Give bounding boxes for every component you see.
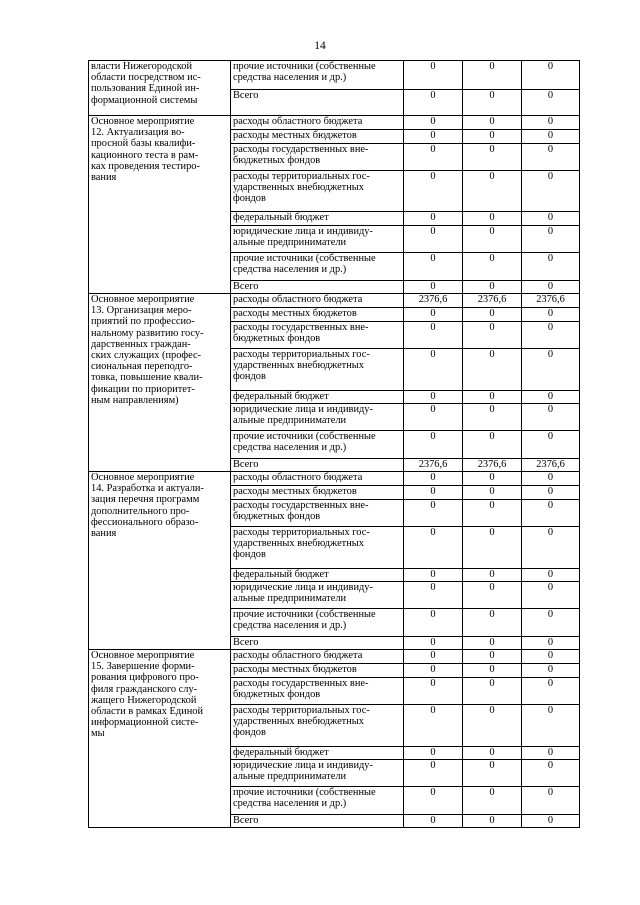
- value-cell: 0: [463, 760, 522, 787]
- value-cell: 2376,6: [522, 294, 580, 308]
- value-cell: 0: [463, 486, 522, 500]
- funding-source-cell: [231, 760, 404, 787]
- value-cell: 0: [463, 171, 522, 212]
- value-cell: 0: [463, 637, 522, 650]
- funding-source-label: расходы местных бюджетов: [233, 308, 357, 319]
- value-cell: 0: [463, 281, 522, 294]
- funding-source-cell: [231, 637, 404, 650]
- activity-description-cell: [89, 294, 231, 472]
- value-cell: 0: [404, 349, 463, 391]
- value-cell: 0: [404, 486, 463, 500]
- value-cell: 0: [404, 500, 463, 527]
- activity-description-cell: [89, 61, 231, 116]
- value-cell: 0: [463, 116, 522, 130]
- value-cell: 0: [404, 637, 463, 650]
- value-cell: 0: [463, 144, 522, 171]
- funding-source-label: расходы местных бюджетов: [233, 130, 357, 141]
- value-cell: 2376,6: [404, 294, 463, 308]
- value-cell: 0: [404, 226, 463, 253]
- value-cell: 2376,6: [404, 459, 463, 472]
- funding-source-label: расходы государственных вне- бюджетных фондов: [233, 678, 369, 701]
- activity-description: Основное мероприятие 13. Организация меро- приятий по профессио- нальному развитию госу- дарственных граждан- ских служащих (профес- сиональная переподго- товка, повышение квали- фикации по приоритет- ным направлениям): [91, 294, 204, 406]
- funding-source-cell: [231, 582, 404, 609]
- funding-source-label: прочие источники (собственные средства населения и др.): [233, 609, 376, 632]
- funding-source-label: юридические лица и индивиду- альные предприниматели: [233, 582, 373, 605]
- value-cell: 0: [522, 212, 580, 226]
- value-cell: 0: [522, 787, 580, 815]
- funding-source-cell: [231, 431, 404, 459]
- funding-source-cell: [231, 171, 404, 212]
- funding-source-cell: [231, 61, 404, 90]
- funding-source-cell: [231, 705, 404, 747]
- funding-source-cell: [231, 212, 404, 226]
- value-cell: 0: [463, 226, 522, 253]
- funding-source-label: расходы областного бюджета: [233, 650, 363, 661]
- activity-description: власти Нижегородской области посредством ис- пользования Единой ин- формационной системы: [91, 61, 201, 106]
- value-cell: 0: [522, 130, 580, 144]
- value-cell: 0: [404, 705, 463, 747]
- funding-source-label: расходы областного бюджета: [233, 116, 363, 127]
- value-cell: 0: [404, 747, 463, 760]
- value-cell: 0: [404, 144, 463, 171]
- funding-source-cell: [231, 787, 404, 815]
- value-cell: 0: [522, 664, 580, 678]
- value-cell: 0: [404, 582, 463, 609]
- value-cell: 0: [463, 787, 522, 815]
- funding-source-label: юридические лица и индивиду- альные предприниматели: [233, 760, 373, 783]
- value-cell: 2376,6: [463, 459, 522, 472]
- funding-source-label: Всего: [233, 281, 259, 292]
- value-cell: 0: [522, 391, 580, 404]
- value-cell: 0: [404, 171, 463, 212]
- value-cell: 0: [522, 650, 580, 664]
- funding-source-cell: [231, 678, 404, 705]
- value-cell: 0: [463, 308, 522, 322]
- funding-source-label: юридические лица и индивиду- альные предприниматели: [233, 404, 373, 427]
- value-cell: 0: [522, 569, 580, 582]
- value-cell: 0: [522, 637, 580, 650]
- funding-source-cell: [231, 609, 404, 637]
- value-cell: 0: [463, 527, 522, 569]
- value-cell: 0: [522, 431, 580, 459]
- funding-source-label: Всего: [233, 90, 259, 101]
- value-cell: 0: [404, 650, 463, 664]
- value-cell: 0: [404, 815, 463, 828]
- funding-source-label: расходы местных бюджетов: [233, 486, 357, 497]
- value-cell: 0: [404, 431, 463, 459]
- funding-source-label: расходы государственных вне- бюджетных фондов: [233, 322, 369, 345]
- funding-source-cell: [231, 281, 404, 294]
- table-row: [89, 650, 580, 664]
- value-cell: 0: [404, 787, 463, 815]
- funding-source-cell: [231, 322, 404, 349]
- funding-source-label: расходы местных бюджетов: [233, 664, 357, 675]
- table-row: [89, 294, 580, 308]
- funding-source-cell: [231, 472, 404, 486]
- value-cell: 0: [463, 253, 522, 281]
- value-cell: 0: [522, 308, 580, 322]
- value-cell: 0: [404, 664, 463, 678]
- funding-source-cell: [231, 747, 404, 760]
- value-cell: 0: [522, 705, 580, 747]
- funding-source-cell: [231, 459, 404, 472]
- value-cell: 0: [463, 815, 522, 828]
- value-cell: 0: [404, 527, 463, 569]
- value-cell: 0: [404, 678, 463, 705]
- funding-source-cell: [231, 226, 404, 253]
- funding-source-label: прочие источники (собственные средства населения и др.): [233, 253, 376, 276]
- value-cell: 0: [522, 171, 580, 212]
- value-cell: 0: [404, 569, 463, 582]
- value-cell: 0: [522, 582, 580, 609]
- value-cell: 0: [522, 144, 580, 171]
- activity-description: Основное мероприятие 14. Разработка и актуали- зация перечня программ дополнительного про- фессионального образо- вания: [91, 472, 204, 540]
- value-cell: 0: [404, 281, 463, 294]
- value-cell: 0: [522, 527, 580, 569]
- value-cell: 0: [522, 253, 580, 281]
- value-cell: 0: [463, 678, 522, 705]
- funding-source-label: расходы территориальных гос- ударственных внебюджетных фондов: [233, 171, 370, 205]
- funding-source-cell: [231, 815, 404, 828]
- value-cell: 0: [463, 650, 522, 664]
- value-cell: 0: [463, 582, 522, 609]
- value-cell: 0: [404, 760, 463, 787]
- value-cell: 0: [404, 609, 463, 637]
- table-row: [89, 472, 580, 486]
- funding-source-cell: [231, 144, 404, 171]
- funding-source-cell: [231, 486, 404, 500]
- value-cell: 0: [522, 90, 580, 116]
- table-row: [89, 116, 580, 130]
- funding-source-cell: [231, 308, 404, 322]
- funding-source-cell: [231, 294, 404, 308]
- activity-description-cell: [89, 472, 231, 650]
- value-cell: 0: [522, 61, 580, 90]
- value-cell: 0: [404, 472, 463, 486]
- funding-source-label: юридические лица и индивиду- альные предприниматели: [233, 226, 373, 249]
- funding-source-label: Всего: [233, 637, 259, 648]
- value-cell: 0: [463, 322, 522, 349]
- funding-source-cell: [231, 569, 404, 582]
- funding-source-label: расходы территориальных гос- ударственных внебюджетных фондов: [233, 527, 370, 561]
- value-cell: 0: [463, 609, 522, 637]
- activity-description-cell: [89, 650, 231, 828]
- value-cell: 0: [522, 678, 580, 705]
- value-cell: 0: [463, 472, 522, 486]
- value-cell: 0: [522, 404, 580, 431]
- funding-source-label: расходы государственных вне- бюджетных фондов: [233, 500, 369, 523]
- value-cell: 0: [522, 747, 580, 760]
- activity-description: Основное мероприятие 12. Актуализация во- просной базы квалифи- кационного теста в рам- ках проведения тестиро- вания: [91, 116, 200, 184]
- funding-source-cell: [231, 664, 404, 678]
- value-cell: 0: [522, 609, 580, 637]
- budget-table-body: [89, 61, 580, 828]
- funding-source-label: федеральный бюджет: [233, 747, 329, 758]
- funding-source-label: федеральный бюджет: [233, 212, 329, 223]
- value-cell: 0: [404, 391, 463, 404]
- value-cell: 0: [404, 253, 463, 281]
- value-cell: 2376,6: [463, 294, 522, 308]
- funding-source-label: прочие источники (собственные средства населения и др.): [233, 431, 376, 454]
- value-cell: 0: [404, 130, 463, 144]
- funding-source-label: расходы областного бюджета: [233, 472, 363, 483]
- funding-source-label: расходы территориальных гос- ударственных внебюджетных фондов: [233, 349, 370, 383]
- value-cell: 0: [404, 308, 463, 322]
- value-cell: 0: [463, 431, 522, 459]
- value-cell: 0: [522, 815, 580, 828]
- funding-source-cell: [231, 130, 404, 144]
- value-cell: 0: [463, 90, 522, 116]
- value-cell: 0: [522, 322, 580, 349]
- value-cell: 0: [522, 500, 580, 527]
- funding-source-cell: [231, 349, 404, 391]
- value-cell: 0: [404, 90, 463, 116]
- value-cell: 0: [463, 500, 522, 527]
- table-row: [89, 61, 580, 90]
- value-cell: 0: [522, 486, 580, 500]
- value-cell: 0: [404, 404, 463, 431]
- value-cell: 0: [522, 760, 580, 787]
- funding-source-cell: [231, 391, 404, 404]
- value-cell: 0: [463, 404, 522, 431]
- value-cell: 0: [463, 130, 522, 144]
- value-cell: 0: [522, 349, 580, 391]
- funding-source-label: расходы областного бюджета: [233, 294, 363, 305]
- value-cell: 0: [522, 226, 580, 253]
- activity-description: Основное мероприятие 15. Завершение форми- рования цифрового про- филя гражданского слу- жащего Нижегородской области в рамках Единой информационной систе- мы: [91, 650, 204, 740]
- funding-source-label: федеральный бюджет: [233, 391, 329, 402]
- page-number: 14: [314, 40, 326, 52]
- funding-source-cell: [231, 253, 404, 281]
- funding-source-label: Всего: [233, 459, 259, 470]
- value-cell: 0: [522, 281, 580, 294]
- funding-source-cell: [231, 527, 404, 569]
- activity-description-cell: [89, 116, 231, 294]
- value-cell: 0: [404, 61, 463, 90]
- funding-source-cell: [231, 90, 404, 116]
- funding-source-label: расходы государственных вне- бюджетных фондов: [233, 144, 369, 167]
- value-cell: 0: [463, 391, 522, 404]
- value-cell: 0: [463, 212, 522, 226]
- value-cell: 0: [463, 349, 522, 391]
- value-cell: 0: [463, 569, 522, 582]
- funding-source-cell: [231, 650, 404, 664]
- value-cell: 0: [522, 116, 580, 130]
- value-cell: 0: [404, 322, 463, 349]
- value-cell: 0: [463, 705, 522, 747]
- funding-source-cell: [231, 116, 404, 130]
- value-cell: 2376,6: [522, 459, 580, 472]
- value-cell: 0: [463, 747, 522, 760]
- funding-source-label: расходы территориальных гос- ударственных внебюджетных фондов: [233, 705, 370, 739]
- value-cell: 0: [404, 116, 463, 130]
- funding-source-label: прочие источники (собственные средства населения и др.): [233, 61, 376, 84]
- value-cell: 0: [404, 212, 463, 226]
- funding-source-cell: [231, 500, 404, 527]
- funding-source-label: федеральный бюджет: [233, 569, 329, 580]
- funding-source-cell: [231, 404, 404, 431]
- budget-table: [88, 60, 580, 828]
- funding-source-label: Всего: [233, 815, 259, 826]
- value-cell: 0: [522, 472, 580, 486]
- funding-source-label: прочие источники (собственные средства населения и др.): [233, 787, 376, 810]
- value-cell: 0: [463, 664, 522, 678]
- value-cell: 0: [463, 61, 522, 90]
